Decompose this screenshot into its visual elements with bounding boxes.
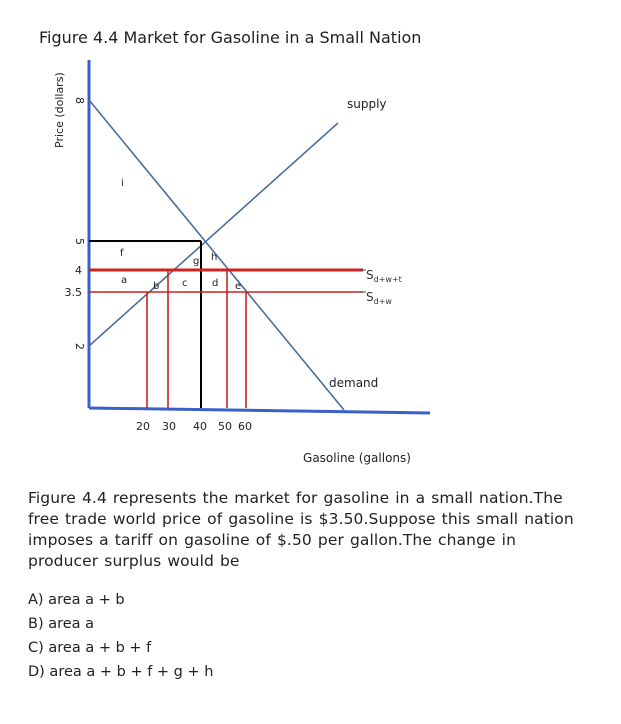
y-tick-2: 2 — [73, 343, 86, 350]
y-tick-5: 5 — [73, 238, 86, 245]
area-label-i: i — [121, 178, 124, 189]
tariff-supply-label: $S_{d+w+t}$ — [366, 268, 402, 284]
area-label-c: c — [182, 278, 188, 289]
area-label-a: a — [121, 275, 128, 286]
supply-curve — [89, 123, 338, 346]
area-label-f: f — [120, 248, 124, 259]
supply-label: supply — [347, 97, 387, 111]
area-label-e: e — [235, 281, 242, 292]
x-tick-20: 20 — [136, 420, 150, 433]
area-label-g: g — [193, 256, 200, 267]
choice-c[interactable]: C) area a + b + f — [28, 640, 152, 656]
x-tick-50: 50 — [218, 420, 232, 433]
y-tick-8: 8 — [73, 97, 86, 104]
figure-title: Figure 4.4 Market for Gasoline in a Small Nation — [39, 28, 422, 47]
y-tick-3-5: 3.5 — [64, 286, 82, 299]
demand-label: demand — [329, 376, 379, 390]
x-tick-60: 60 — [238, 420, 252, 433]
world-supply-label: $S_{d+w}$ — [366, 290, 392, 306]
choice-b[interactable]: B) area a — [28, 616, 95, 632]
x-tick-30: 30 — [162, 420, 176, 433]
area-label-b: b — [153, 281, 160, 292]
question-text: Figure 4.4 represents the market for gasoline in a small nation.The free trade world price of gasoline is $3.50.Suppose this small nation imposes a tariff on gasoline of $.50 per gallon.The change in producer surplus would be — [28, 489, 574, 570]
y-axis-label: Price (dollars) — [53, 72, 66, 148]
choice-a[interactable]: A) area a + b — [28, 592, 125, 608]
area-label-h: h — [211, 252, 218, 263]
x-axis-label: Gasoline (gallons) — [303, 451, 411, 465]
choice-d[interactable]: D) area a + b + f + g + h — [28, 664, 214, 680]
x-axis — [89, 408, 430, 413]
y-tick-4: 4 — [75, 264, 82, 277]
area-label-d: d — [212, 278, 219, 289]
x-tick-40: 40 — [193, 420, 207, 433]
